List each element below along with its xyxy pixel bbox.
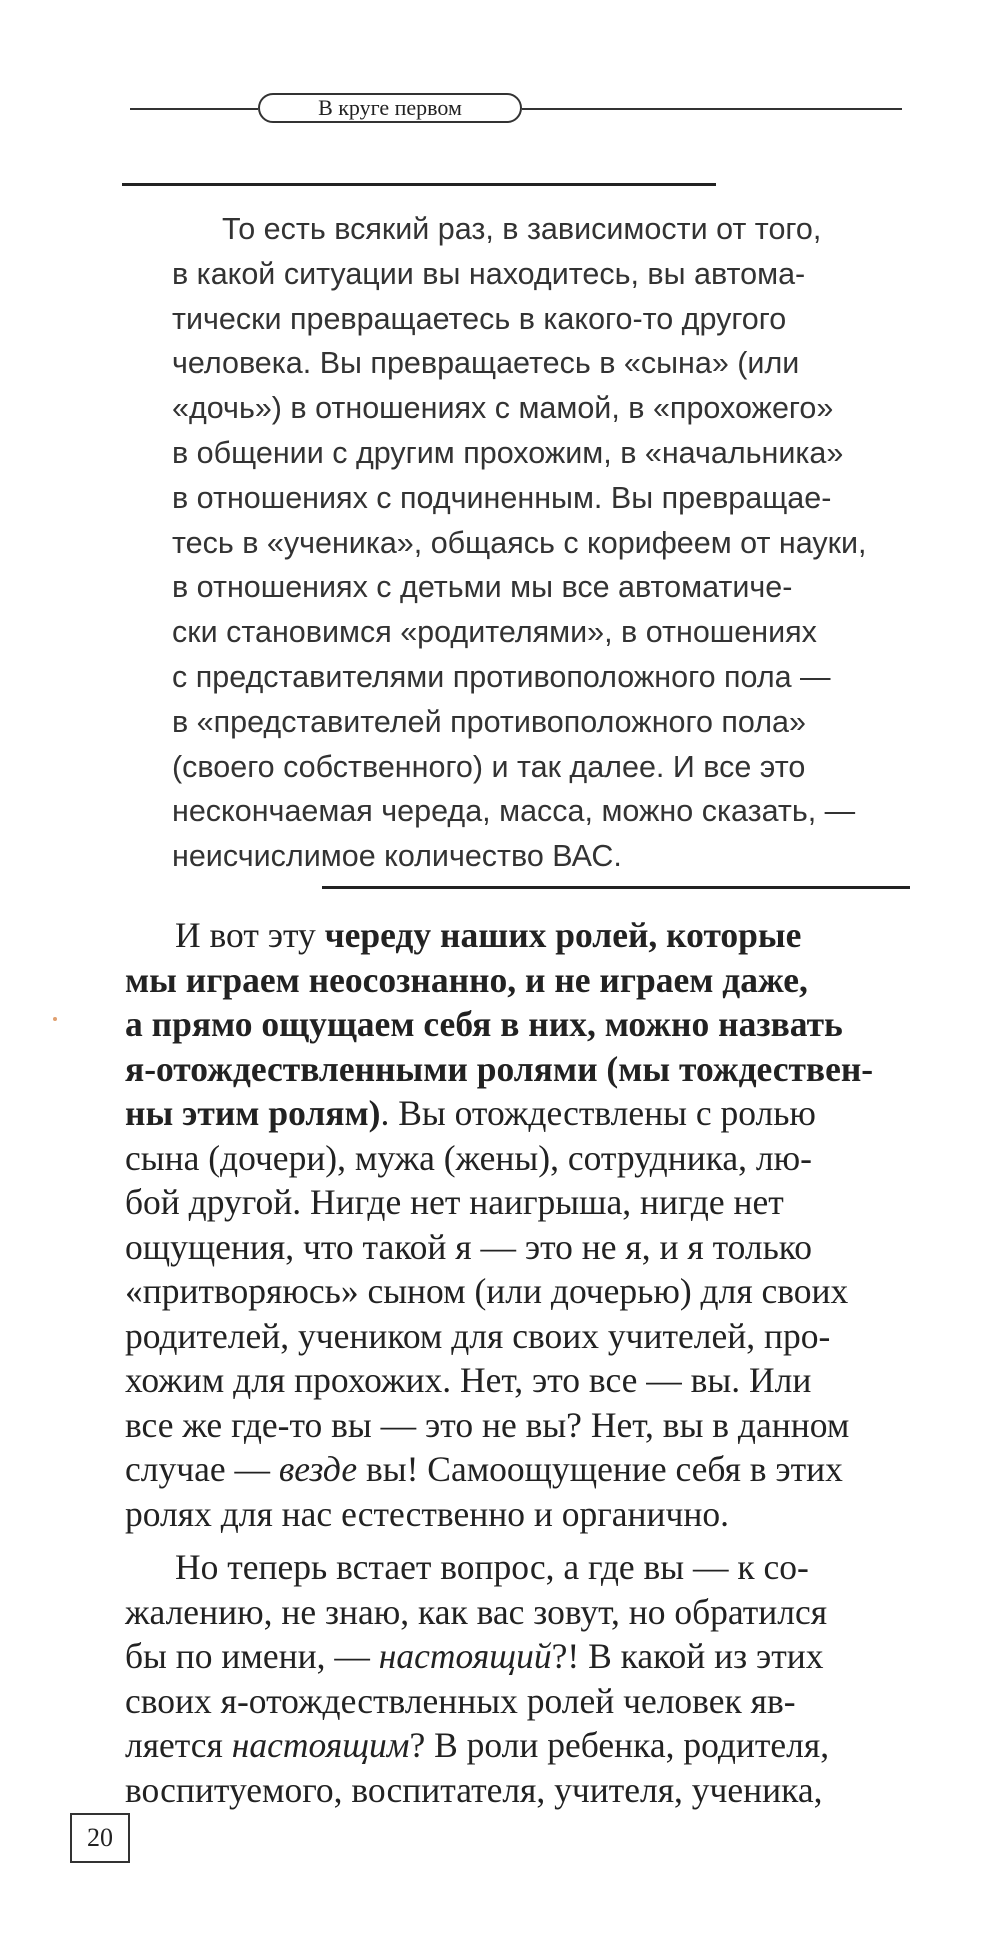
- text-line: ролях для нас естественно и органично.: [125, 1493, 729, 1534]
- text-line: в общении с другим прохожим, в «начальника»: [172, 435, 844, 470]
- text-run: бы по имени, —: [125, 1636, 379, 1676]
- text-line: в отношениях с детьми мы все автоматиче-: [172, 570, 793, 605]
- text-run: ? В роли ребенка, родителя,: [409, 1725, 830, 1765]
- text-line: с представителями противоположного пола —: [172, 659, 831, 694]
- text-line: в отношениях с подчиненным. Вы превращае-: [172, 480, 832, 515]
- bold-run: мы играем неосознанно, и не играем даже,: [125, 959, 808, 1000]
- text-line: человека. Вы превращаетесь в «сына» (или: [172, 346, 800, 381]
- page-number: 20: [70, 1813, 130, 1863]
- text-line: родителей, учеником для своих учителей, про-: [125, 1315, 831, 1356]
- text-line: [125, 1047, 915, 1092]
- margin-mark: [53, 1017, 57, 1021]
- text-line: [125, 913, 915, 958]
- running-title: В круге первом: [258, 93, 522, 123]
- body-text: [125, 913, 915, 1812]
- text-line: [125, 1002, 915, 1047]
- bold-run: а прямо ощущаем себя в них, можно назвать: [125, 1004, 843, 1044]
- text-line: То есть всякий раз, в зависимости от того,: [222, 212, 822, 246]
- text-line: жалению, не знаю, как вас зовут, но обратился: [125, 1591, 828, 1632]
- text-line: Но теперь встает вопрос, а где вы — к со-: [175, 1547, 809, 1587]
- text-run: случае —: [125, 1449, 279, 1489]
- text-line: неисчислимое количество ВАС.: [172, 839, 622, 874]
- bold-run: я-отождествленными ролями (мы тождествен-: [125, 1048, 874, 1089]
- header-rule-left: [130, 108, 258, 110]
- text-line: [125, 1091, 915, 1136]
- text-line: [125, 1447, 915, 1492]
- italic-run: настоящим: [231, 1725, 410, 1765]
- text-line: сына (дочери), мужа (жены), сотрудника, лю-: [125, 1137, 812, 1178]
- text-line: «притворяюсь» сыном (или дочерью) для своих: [125, 1271, 849, 1311]
- paragraph-1: [125, 913, 915, 1536]
- bold-run: ны этим ролям): [125, 1093, 381, 1133]
- inset-paragraph: [172, 207, 912, 879]
- text-run: ?! В какой из этих: [551, 1636, 824, 1676]
- text-line: тесь в «ученика», общаясь с корифеем от науки,: [172, 525, 867, 560]
- text-line: тически превращаетесь в какого-то другого: [172, 301, 787, 336]
- text-line: ощущения, что такой я — это не я, и я только: [125, 1226, 812, 1267]
- header-rule-right: [522, 108, 902, 110]
- text-line: [125, 958, 915, 1003]
- text-line: бой другой. Нигде нет наигрыша, нигде нет: [125, 1182, 784, 1222]
- text-line: нескончаемая череда, масса, можно сказать, —: [172, 794, 856, 829]
- inset-text-block: [172, 207, 912, 879]
- paragraph-gap: [125, 1536, 915, 1545]
- text-line: «дочь») в отношениях с мамой, в «прохожего»: [172, 391, 834, 426]
- text-line: [125, 1723, 915, 1768]
- inset-bottom-rule: [322, 886, 910, 889]
- text-line: [125, 1634, 915, 1679]
- text-run: . Вы отождествлены с ролью: [380, 1093, 816, 1133]
- italic-run: настоящий: [378, 1636, 552, 1676]
- text-line: ски становимся «родителями», в отношениях: [172, 615, 817, 650]
- text-line: все же где-то вы — это не вы? Нет, вы в данном: [125, 1404, 850, 1445]
- text-line: в какой ситуации вы находитесь, вы автома-: [172, 256, 806, 291]
- text-run: И вот эту: [175, 915, 325, 955]
- text-line: воспитуемого, воспитателя, учителя, ученика,: [125, 1769, 823, 1810]
- bold-run: череду наших ролей, которые: [324, 915, 802, 955]
- text-line: хожим для прохожих. Нет, это все — вы. Или: [125, 1360, 812, 1400]
- text-line: в «представителей противоположного пола»: [172, 704, 806, 739]
- text-line: своих я-отождествленных ролей человек яв-: [125, 1680, 796, 1721]
- italic-run: везде: [278, 1449, 358, 1489]
- text-run: вы! Самоощущение себя в этих: [357, 1449, 843, 1489]
- inset-top-rule: [122, 183, 716, 186]
- text-line: (своего собственного) и так далее. И все это: [172, 749, 806, 784]
- text-run: ляется: [125, 1725, 232, 1765]
- paragraph-2: [125, 1545, 915, 1812]
